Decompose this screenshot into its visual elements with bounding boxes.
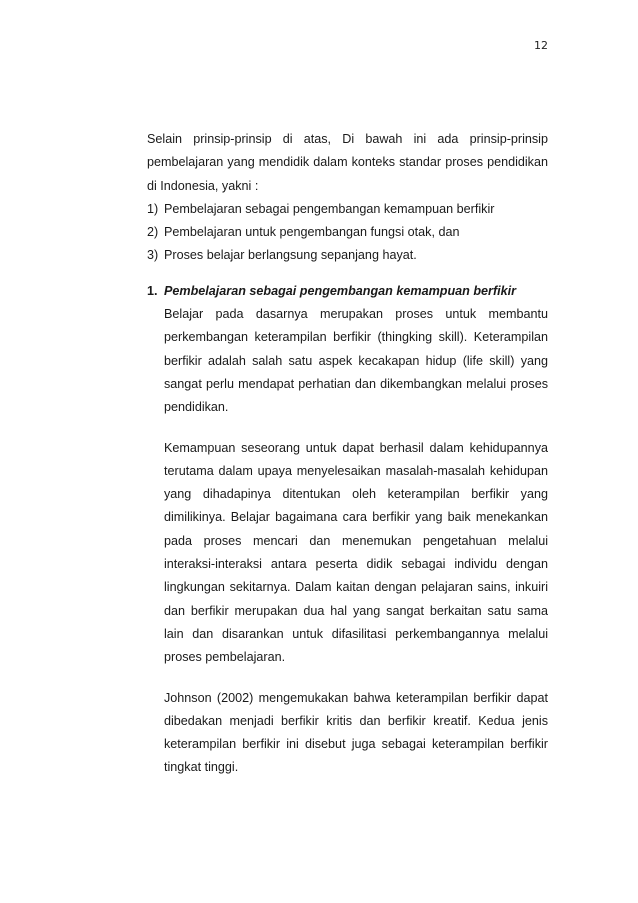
list-item bbox=[147, 198, 548, 221]
list-item-number: 1) bbox=[147, 201, 159, 216]
list-item-number: 3) bbox=[147, 248, 159, 263]
section-1 bbox=[147, 280, 548, 780]
page-number: 12 bbox=[534, 39, 548, 52]
principles-list bbox=[147, 198, 548, 268]
list-item bbox=[147, 244, 548, 267]
document-body bbox=[147, 128, 548, 780]
paragraph: Kemampuan seseorang untuk dapat berhasil dalam kehidupannya terutama dalam upaya menyelesaikan masalah-masalah kehidupan yang dihadapinya ditentukan oleh keterampilan berfikir yang dimilikinya. Belajar bagaimana cara berfikir yang baik menekankan pada proses mencari dan menemukan pengetahuan melalui interaksi-interaksi antara peserta didik sebagai individu dengan lingkungan sekitarnya. Dalam kaitan dengan pelajaran sains, inkuiri dan berfikir merupakan dua hal yang sangat berkaitan satu sama lain dan disarankan untuk difasilitasi perkembangannya melalui proses pembelajaran. bbox=[164, 440, 548, 665]
list-item bbox=[147, 221, 548, 244]
paragraph: Johnson (2002) mengemukakan bahwa keterampilan berfikir dapat dibedakan menjadi berfikir kritis dan berfikir kreatif. Kedua jenis keterampilan berfikir ini disebut juga sebagai keterampilan berfikir tingkat tinggi. bbox=[164, 690, 548, 775]
list-item-text: Pembelajaran untuk pengembangan fungsi otak, dan bbox=[164, 225, 460, 240]
section-title: Pembelajaran sebagai pengembangan kemampuan berfikir bbox=[164, 283, 517, 298]
list-item-number: 2) bbox=[147, 225, 159, 240]
section-heading bbox=[147, 280, 548, 303]
list-item-text: Pembelajaran sebagai pengembangan kemampuan berfikir bbox=[164, 201, 495, 216]
section-body bbox=[147, 303, 548, 780]
paragraph: Belajar pada dasarnya merupakan proses untuk membantu perkembangan keterampilan berfikir (thingking skill). Keterampilan berfikir adalah salah satu aspek kecakapan hidup (life skill) yang sangat perlu mendapat perhatian dan dikembangkan melalui proses pendidikan. bbox=[164, 307, 548, 415]
list-item-text: Proses belajar berlangsung sepanjang hayat. bbox=[164, 248, 417, 263]
intro-paragraph: Selain prinsip-prinsip di atas, Di bawah ini ada prinsip-prinsip pembelajaran yang mendidik dalam konteks standar proses pendidikan di Indonesia, yakni : bbox=[147, 132, 548, 193]
section-number: 1. bbox=[147, 283, 158, 298]
